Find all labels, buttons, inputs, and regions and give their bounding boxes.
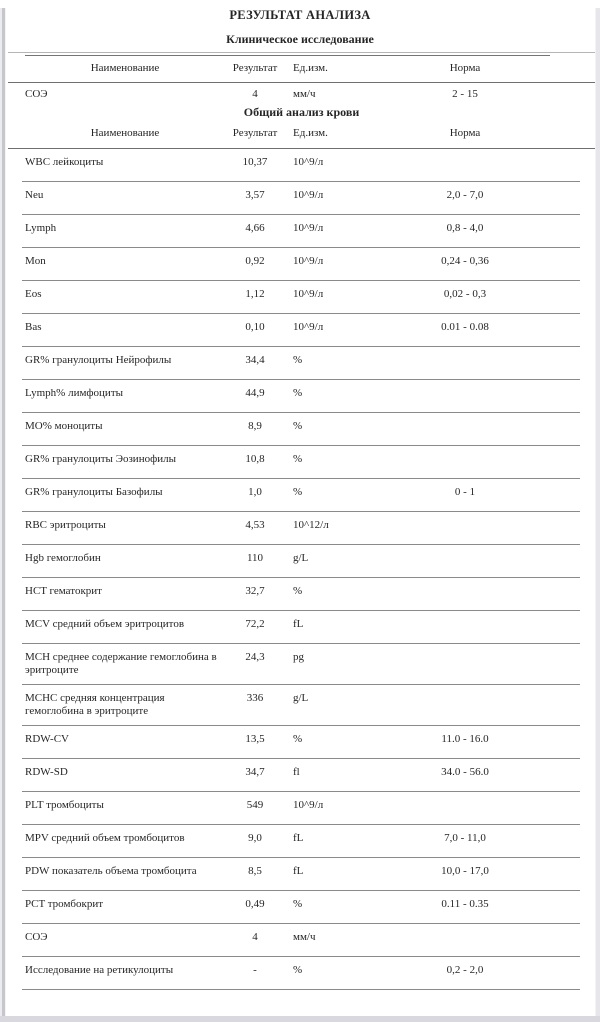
norm-range <box>380 552 550 570</box>
table-row <box>8 182 595 215</box>
table-row <box>8 545 595 578</box>
parameter-name: Lymph <box>25 222 57 234</box>
parameter-name: MCV средний объем эритроцитов <box>25 618 185 630</box>
result-value: 34,4 <box>245 354 265 366</box>
table-row <box>8 215 595 248</box>
norm-range <box>380 692 550 718</box>
result-value: 0,10 <box>245 321 265 333</box>
result-value: 72,2 <box>245 618 265 630</box>
parameter-name: Исследование на ретикулоциты <box>25 964 174 976</box>
table-body-clinical <box>8 83 595 105</box>
parameter-name: RBC эритроциты <box>25 519 106 531</box>
column-header-name: Наименование <box>25 55 225 82</box>
parameter-name: MPV средний объем тромбоцитов <box>25 832 185 844</box>
parameter-name: MCH среднее содержание гемоглобина в эритроците <box>25 651 217 676</box>
table-row <box>8 83 595 105</box>
table-row <box>8 825 595 858</box>
parameter-name: RDW-CV <box>25 733 69 745</box>
table-row <box>8 149 595 182</box>
table-row <box>8 858 595 891</box>
unit-value: % <box>293 733 303 745</box>
unit-value: fL <box>293 832 304 844</box>
parameter-name: GR% гранулоциты Нейрофилы <box>25 354 172 366</box>
parameter-name: Eos <box>25 288 42 300</box>
page-edge-bottom <box>0 1016 600 1022</box>
table-row <box>8 924 595 957</box>
unit-value: fl <box>293 766 300 778</box>
unit-value: % <box>293 898 303 910</box>
result-value: 32,7 <box>245 585 265 597</box>
parameter-name: GR% гранулоциты Эозинофилы <box>25 453 176 465</box>
norm-range <box>380 651 550 677</box>
unit-value: 10^12/л <box>293 519 329 531</box>
result-value: 9,0 <box>248 832 262 844</box>
unit-value: 10^9/л <box>293 156 324 168</box>
unit-value: fL <box>293 618 304 630</box>
unit-value: 10^9/л <box>293 255 324 267</box>
norm-range <box>380 585 550 603</box>
table-row <box>8 380 595 413</box>
result-value: 0,92 <box>245 255 265 267</box>
parameter-name: PLT тромбоциты <box>25 799 104 811</box>
table-row <box>8 578 595 611</box>
column-header-norm: Норма <box>380 55 550 82</box>
parameter-name: WBC лейкоциты <box>25 156 104 168</box>
page-edge-right <box>595 8 600 1022</box>
column-header-result: Результат <box>225 55 285 82</box>
table-row <box>8 759 595 792</box>
result-value: 10,8 <box>245 453 265 465</box>
norm-range: 2,0 - 7,0 <box>446 189 484 201</box>
table-row <box>8 891 595 924</box>
unit-value: % <box>293 354 303 366</box>
unit-value: мм/ч <box>293 931 316 943</box>
column-header-unit: Ед.изм. <box>285 55 380 82</box>
unit-value: 10^9/л <box>293 288 324 300</box>
lab-results-table <box>8 52 595 990</box>
table-body-cbc <box>8 149 595 990</box>
norm-range: 0 - 1 <box>454 486 476 498</box>
table-row <box>8 479 595 512</box>
parameter-name: Hgb гемоглобин <box>25 552 101 564</box>
parameter-name: MCHC средняя концентрация гемоглобина в эритроците <box>25 692 165 717</box>
parameter-name: GR% гранулоциты Базофилы <box>25 486 163 498</box>
result-value: 44,9 <box>245 387 265 399</box>
table-header-cbc <box>8 120 595 149</box>
unit-value: % <box>293 453 303 465</box>
parameter-name: PDW показатель объема тромбоцита <box>25 865 197 877</box>
unit-value: % <box>293 964 303 976</box>
table-row <box>8 281 595 314</box>
norm-range: 2 - 15 <box>452 88 478 100</box>
norm-range: 0.01 - 0.08 <box>441 321 489 333</box>
table-row <box>8 957 595 990</box>
result-value: 4 <box>252 931 258 943</box>
section-title-clinical: Клиническое исследование <box>226 32 374 46</box>
result-value: 4,53 <box>245 519 265 531</box>
table-row <box>8 446 595 479</box>
result-value: 1,12 <box>245 288 265 300</box>
result-value: 34,7 <box>245 766 265 778</box>
parameter-name: Mon <box>25 255 46 267</box>
norm-range <box>380 931 550 949</box>
table-row <box>8 512 595 545</box>
unit-value: % <box>293 585 303 597</box>
norm-range: 7,0 - 11,0 <box>444 832 486 844</box>
norm-range: 0,8 - 4,0 <box>446 222 484 234</box>
norm-range: 11.0 - 16.0 <box>441 733 489 745</box>
result-value: 3,57 <box>245 189 265 201</box>
result-value: 110 <box>246 552 264 564</box>
table-row <box>8 248 595 281</box>
unit-value: g/L <box>293 552 309 564</box>
norm-range <box>380 156 550 174</box>
table-row <box>8 792 595 825</box>
table-row <box>8 347 595 380</box>
unit-value: pg <box>293 651 304 663</box>
unit-value: 10^9/л <box>293 321 324 333</box>
table-row <box>8 685 595 726</box>
parameter-name: СОЭ <box>25 88 48 100</box>
unit-value: % <box>293 486 303 498</box>
parameter-name: Lymph% лимфоциты <box>25 387 124 399</box>
result-value: 10,37 <box>242 156 268 168</box>
norm-range <box>380 618 550 636</box>
parameter-name: MO% моноциты <box>25 420 103 432</box>
result-value: 24,3 <box>245 651 265 663</box>
result-value: 0,49 <box>245 898 265 910</box>
norm-range <box>380 387 550 405</box>
norm-range: 0,24 - 0,36 <box>441 255 489 267</box>
table-row <box>8 314 595 347</box>
column-header-unit: Ед.изм. <box>293 127 328 139</box>
parameter-name: Neu <box>25 189 44 201</box>
result-value: 336 <box>246 692 264 704</box>
norm-range: 0,2 - 2,0 <box>446 964 484 976</box>
column-header-norm: Норма <box>449 127 481 139</box>
parameter-name: PCT тромбокрит <box>25 898 104 910</box>
result-value: 1,0 <box>248 486 262 498</box>
unit-value: g/L <box>293 692 309 704</box>
result-value: 4 <box>252 88 258 100</box>
norm-range <box>380 799 550 817</box>
table-header-clinical <box>8 52 595 83</box>
table-row <box>8 611 595 644</box>
norm-range: 34.0 - 56.0 <box>441 766 489 778</box>
doc-title: РЕЗУЛЬТАТ АНАЛИЗА <box>229 8 371 22</box>
result-value: 8,5 <box>248 865 262 877</box>
norm-range <box>380 453 550 471</box>
result-value: - <box>253 964 257 976</box>
section-title-cbc: Общий анализ крови <box>243 105 360 119</box>
result-value: 8,9 <box>248 420 262 432</box>
table-row <box>8 726 595 759</box>
norm-range: 0,02 - 0,3 <box>443 288 487 300</box>
norm-range <box>380 519 550 537</box>
norm-range <box>380 420 550 438</box>
unit-value: 10^9/л <box>293 799 324 811</box>
unit-value: 10^9/л <box>293 222 324 234</box>
page-edge-left <box>0 8 6 1022</box>
unit-value: 10^9/л <box>293 189 324 201</box>
table-row <box>8 644 595 685</box>
norm-range: 10,0 - 17,0 <box>441 865 489 877</box>
result-value: 13,5 <box>245 733 265 745</box>
unit-value: мм/ч <box>293 88 316 100</box>
unit-value: % <box>293 387 303 399</box>
parameter-name: СОЭ <box>25 931 48 943</box>
parameter-name: RDW-SD <box>25 766 68 778</box>
column-header-result: Результат <box>232 127 278 139</box>
column-header-name: Наименование <box>90 127 160 139</box>
norm-range <box>380 354 550 372</box>
unit-value: % <box>293 420 303 432</box>
parameter-name: HCT гематокрит <box>25 585 102 597</box>
result-value: 4,66 <box>245 222 265 234</box>
norm-range: 0.11 - 0.35 <box>441 898 489 910</box>
table-row <box>8 413 595 446</box>
unit-value: fL <box>293 865 304 877</box>
parameter-name: Bas <box>25 321 42 333</box>
result-value: 549 <box>246 799 264 811</box>
